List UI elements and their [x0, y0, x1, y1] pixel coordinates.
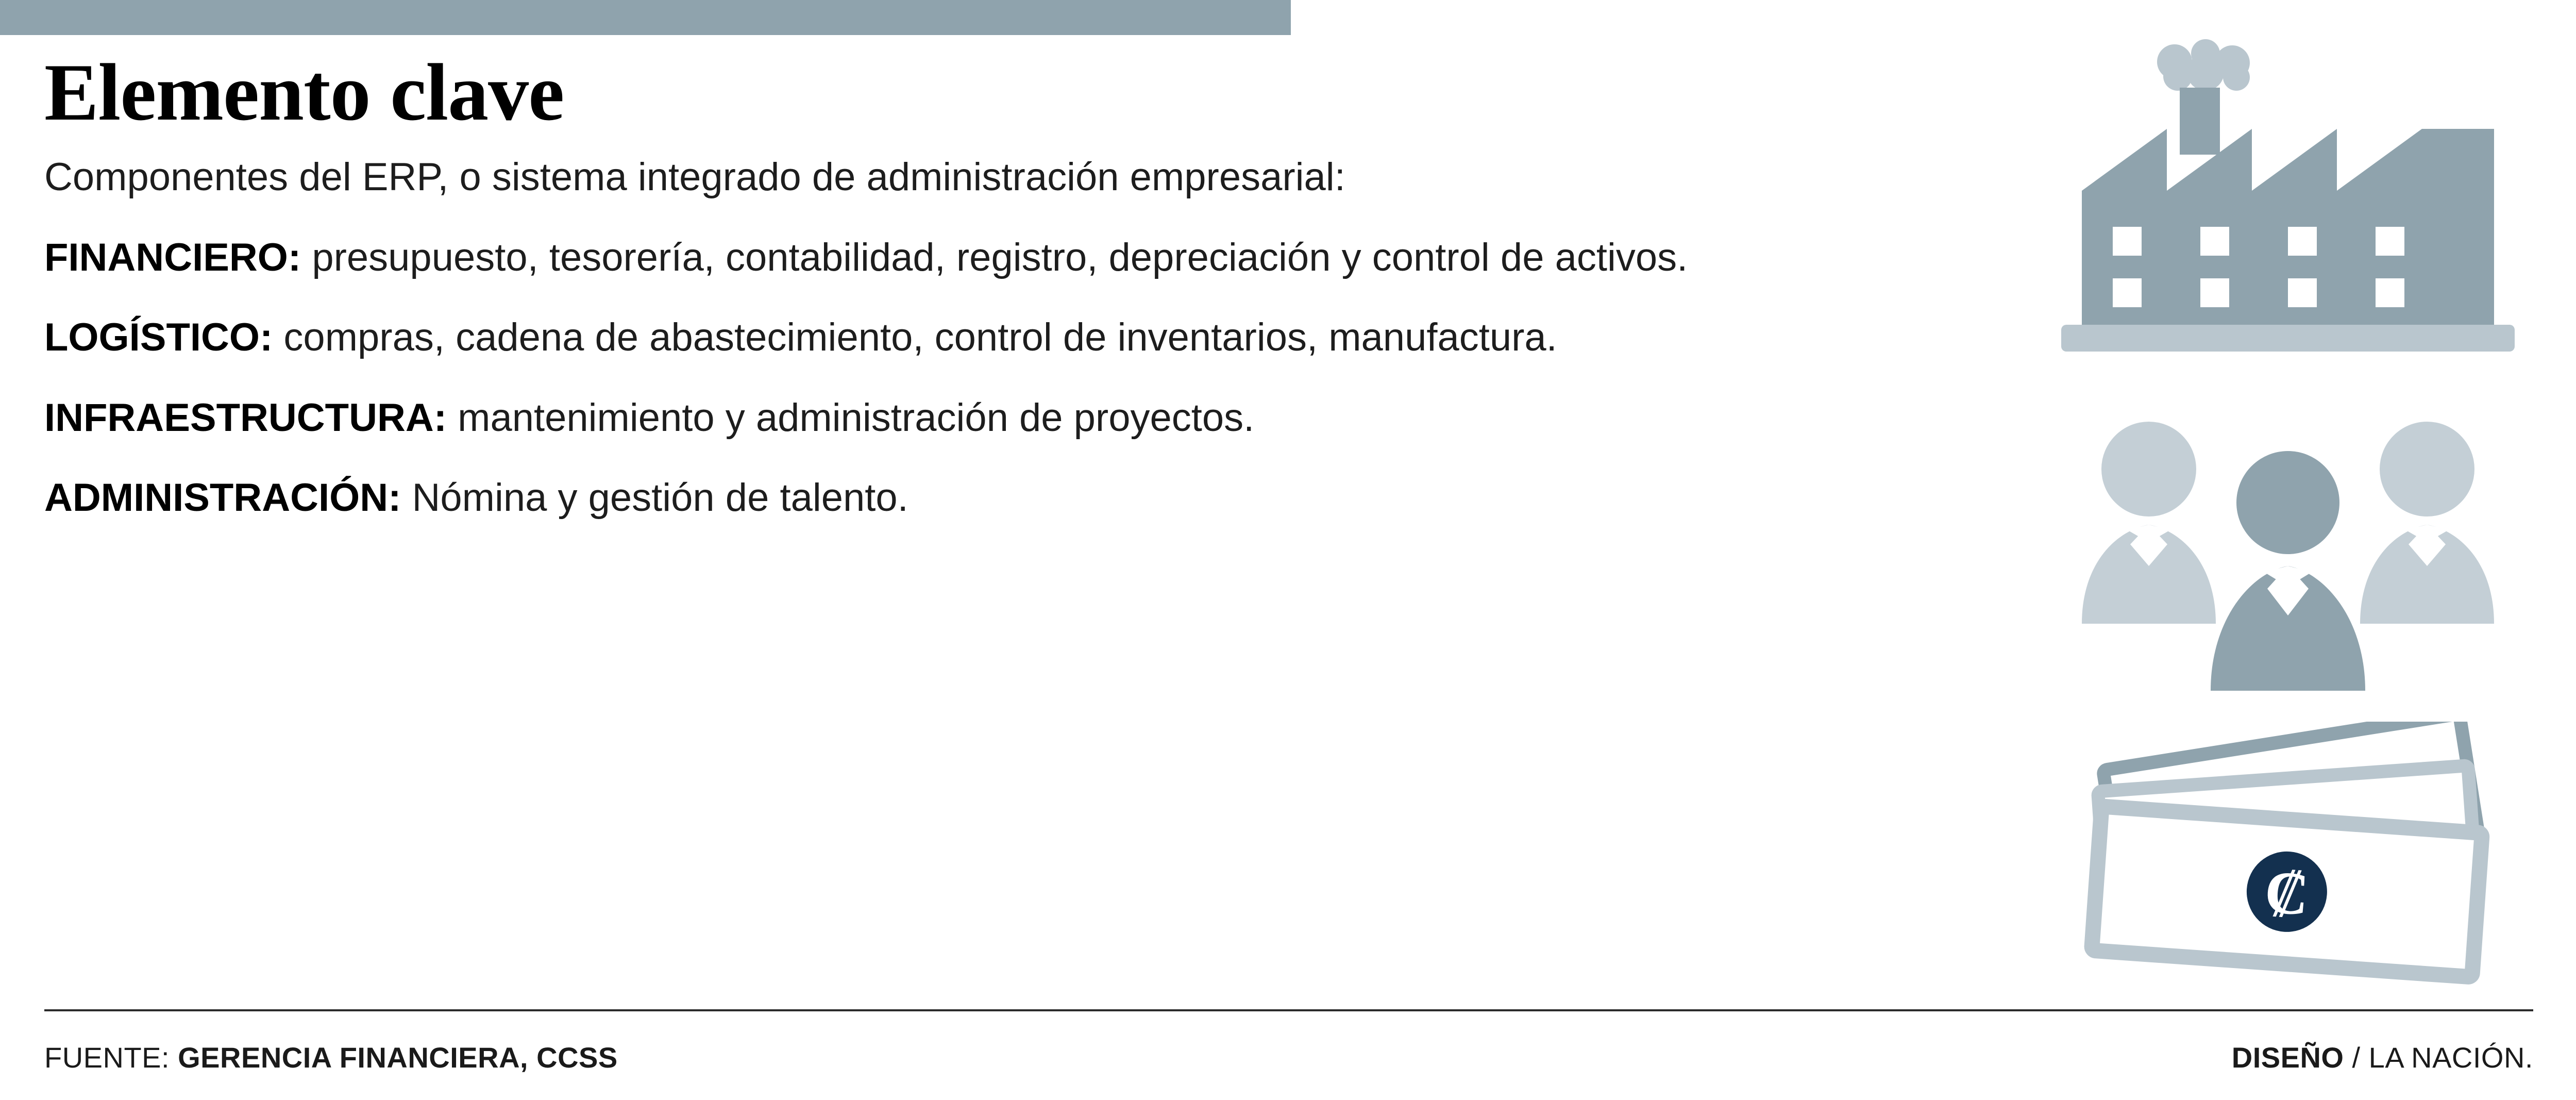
- credit-outlet: LA NACIÓN.: [2368, 1041, 2533, 1074]
- footer: [44, 1029, 2533, 1086]
- intro-text: Componentes del ERP, o sistema integrado de administración empresarial:: [44, 155, 1345, 199]
- list-item: [44, 393, 1997, 443]
- top-accent-bar: [0, 0, 1291, 35]
- item-text-financiero: presupuesto, tesorería, contabilidad, registro, depreciación y control de activos.: [301, 236, 1688, 280]
- factory-icon: [2051, 36, 2525, 392]
- source-note: [44, 1041, 618, 1074]
- source-label: FUENTE:: [44, 1041, 178, 1074]
- people-group-icon: [2051, 402, 2525, 722]
- list-item: [44, 232, 1997, 282]
- source-value: GERENCIA FINANCIERA, CCSS: [178, 1041, 618, 1074]
- list-item: [44, 473, 1997, 523]
- content-column: [44, 49, 2054, 553]
- item-text-infraestructura: mantenimiento y administración de proyectos.: [447, 395, 1255, 440]
- item-text-administracion: Nómina y gestión de talento.: [401, 475, 908, 520]
- svg-text:₡: ₡: [2262, 858, 2311, 928]
- credit-brand: DISEÑO: [2231, 1041, 2344, 1074]
- banknotes-colon-icon: [2056, 722, 2520, 995]
- list-item: [44, 312, 1997, 362]
- page-title: Elemento clave: [44, 47, 564, 138]
- footer-divider: [44, 1009, 2533, 1011]
- credit-note: [2232, 1041, 2533, 1074]
- item-label-administracion: ADMINISTRACIÓN:: [44, 475, 401, 520]
- item-label-logistico: LOGÍSTICO:: [44, 315, 273, 360]
- item-text-logistico: compras, cadena de abastecimiento, control de inventarios, manufactura.: [273, 315, 1557, 360]
- illustration-column: [2041, 21, 2546, 1000]
- item-label-financiero: FINANCIERO:: [44, 236, 301, 280]
- item-label-infraestructura: INFRAESTRUCTURA:: [44, 395, 447, 440]
- credit-separator: /: [2344, 1041, 2369, 1074]
